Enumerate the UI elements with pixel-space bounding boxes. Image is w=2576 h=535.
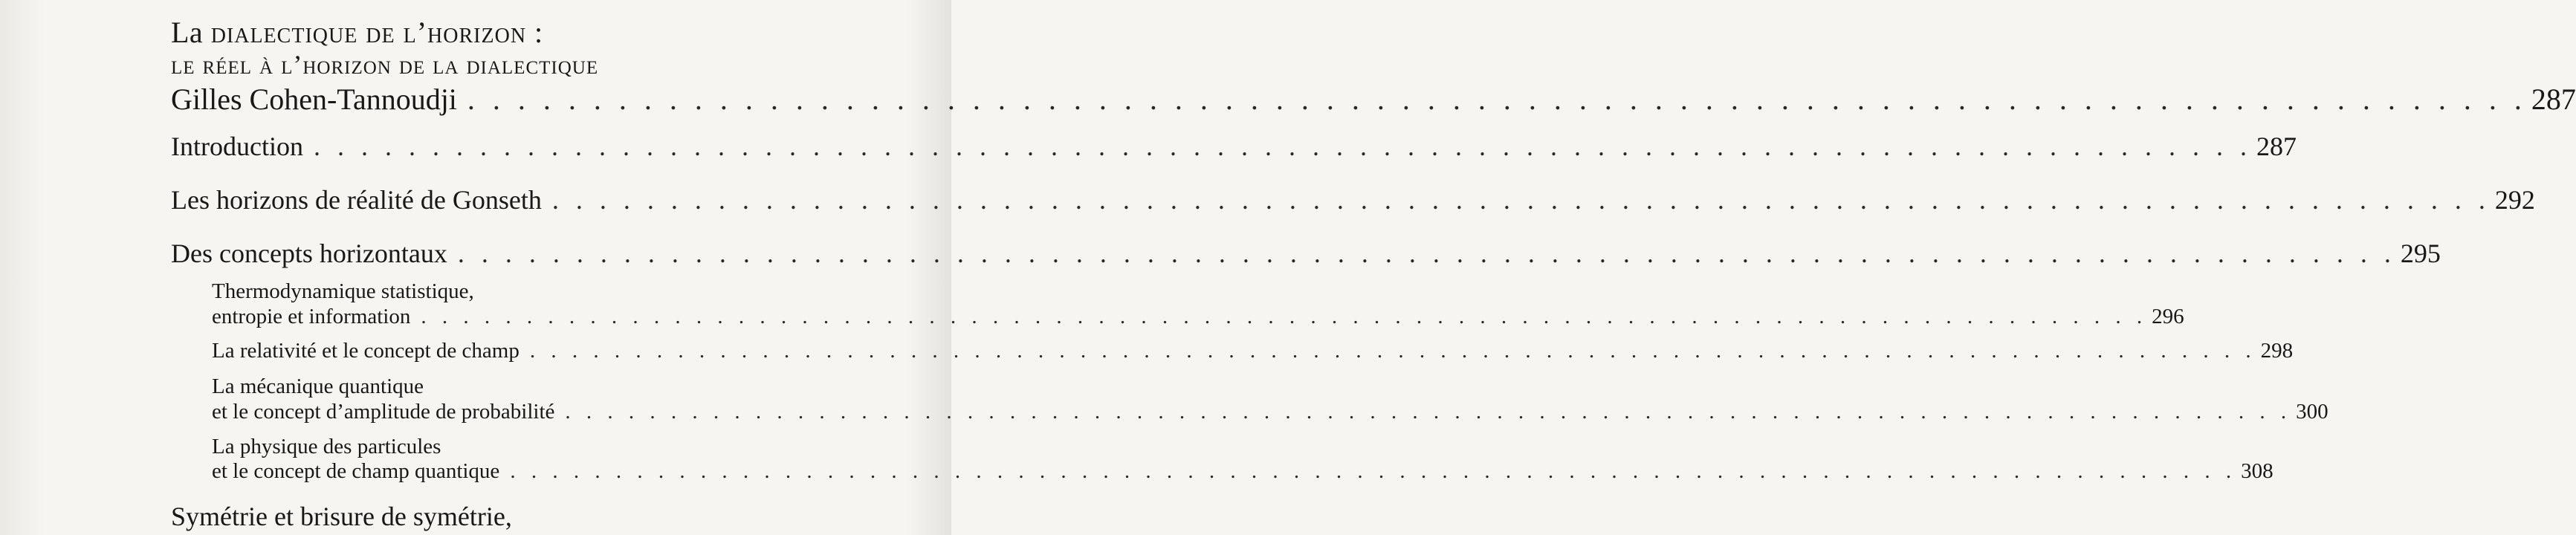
author-entry[interactable] [171, 82, 2576, 117]
page-number: 300 [2296, 400, 2329, 424]
toc-entry-symetrie[interactable] [171, 501, 870, 532]
subentry-line1: La mécanique quantique [212, 374, 424, 398]
chapter-title-line-2: le réel à l’horizon de la dialectique [171, 50, 599, 80]
dot-leader: . . . . . . . . . . . . . . . . . . . . . . . . . . . . . . . . . . . . . . . . . . . . . . . . . . . . . . . . . . . . . . . . . . . . . . . . . . . . . . . . . . [467, 82, 2527, 116]
page-number: 295 [2400, 239, 2441, 268]
page-number: 298 [2260, 339, 2294, 363]
toc-subentry-mecanique[interactable] [212, 400, 2329, 424]
chapter-title-lead: La [171, 16, 204, 49]
page-number: 308 [2241, 459, 2274, 483]
entry-label: Symétrie et brisure de symétrie, [171, 502, 512, 531]
dot-leader: . . . . . . . . . . . . . . . . . . . . . . . . . . . . . . . . . . . . . . . . . . . . . . . . . . . . . . . . . . . . . . . . . . . . . . . . . . . . . . . . . . [551, 185, 2491, 215]
toc-subentry-relativite[interactable] [212, 339, 2294, 363]
subentry-label: et le concept de champ quantique [212, 459, 500, 483]
toc-entry-concepts[interactable] [171, 238, 2441, 269]
toc-subentry-thermo[interactable] [212, 305, 2184, 329]
toc-entry-horizons[interactable] [171, 184, 2535, 215]
toc-subentry-particules[interactable] [212, 459, 2274, 484]
dot-leader: . . . . . . . . . . . . . . . . . . . . . . . . . . . . . . . . . . . . . . . . . . . . . . . . . . . . . . . . . . . . . . . . . . . . . . . . . . . . . . . . . . [313, 132, 2252, 161]
entry-label: Des concepts horizontaux [171, 239, 447, 268]
chapter-title-smallcaps: dialectique de l’horizon : [210, 16, 544, 49]
page-number: 287 [2256, 132, 2297, 161]
entry-label: Les horizons de réalité de Gonseth [171, 185, 542, 215]
dot-leader: . . . . . . . . . . . . . . . . . . . . . . . . . . . . . . . . . . . . . . . . . . . . . . . . . . . . . . . . . . . . . . . . . . . . . . . . . . . . . . . . . . [421, 305, 2148, 328]
dot-leader: . . . . . . . . . . . . . . . . . . . . . . . . . . . . . . . . . . . . . . . . . . . . . . . . . . . . . . . . . . . . . . . . . . . . . . . . . . . . . . . . . . [510, 459, 2237, 483]
dot-leader: . . . . . . . . . . . . . . . . . . . . . . . . . . . . . . . . . . . . . . . . . . . . . . . . . . . . . . . . . . . . . . . . . . . . . . . . . . . . . . . . . . [529, 339, 2256, 363]
dot-leader: . . . . . . . . . . . . . . . . . . . . . . . . . . . . . . . . . . . . . . . . . . . . . . . . . . . . . . . . . . . . . . . . . . . . . . . . . . . . . . . . . . [565, 400, 2292, 424]
subentry-line1: La physique des particules [212, 435, 441, 458]
entry-label: Introduction [171, 132, 303, 161]
subentry-label: et le concept d’amplitude de probabilité [212, 400, 555, 424]
subentry-line1: Thermodynamique statistique, [212, 279, 474, 303]
subentry-label: entropie et information [212, 305, 411, 328]
author-name: Gilles Cohen-Tannoudji [171, 82, 457, 116]
chapter-title-line-1 [171, 15, 543, 50]
toc-entry-introduction[interactable] [171, 131, 2297, 162]
dot-leader: . . . . . . . . . . . . . . . . . . . . . . . . . . . . . . . . . . . . . . . . . . . . . . . . . . . . . . . . . . . . . . . . . . . . . . . . . . . . . . . . . . [457, 239, 2396, 268]
page-number: 292 [2494, 185, 2535, 215]
page-number: 287 [2531, 82, 2576, 116]
page-number: 296 [2152, 305, 2184, 328]
subentry-label: La relativité et le concept de champ [212, 339, 520, 363]
